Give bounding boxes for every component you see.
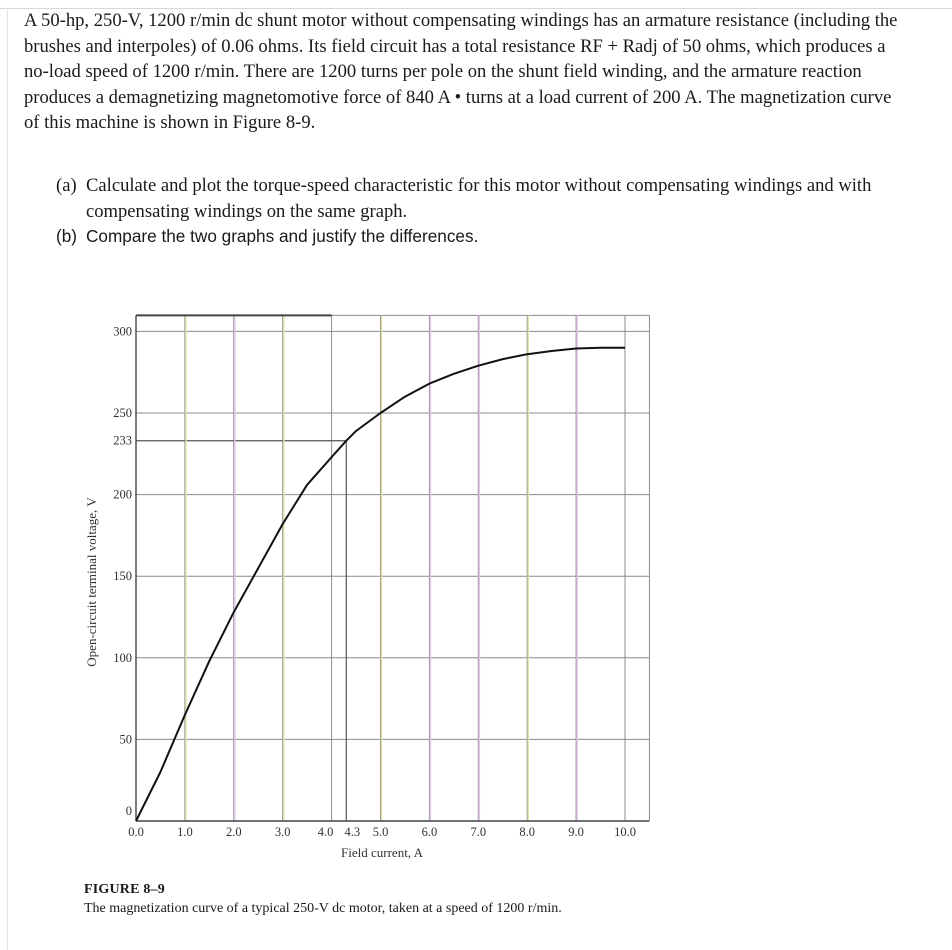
x-axis-label: Field current, A [341,845,423,860]
y-tick-label: 233 [113,433,132,448]
x-tick-label: 1.0 [177,825,193,839]
y-tick-label: 250 [113,406,132,420]
problem-statement: A 50-hp, 250-V, 1200 r/min dc shunt motor without compensating windings has an armature resistance (including the brushes and interpoles) of 0.06 ohms. Its field circuit has a total resistance RF + Radj of 50 ohms, which produces a no-load speed of 1200 r/min. There are 1200 turns per pole on the shunt field winding, and the armature reaction produces a demagnetizing magnetomotive force of 840 A • turns at a load current of 200 A. The magnetization curve of this machine is shown in Figure 8-9. [24,10,898,134]
x-tick-label: 3.0 [274,825,291,839]
chart-scan-artifacts [186,315,577,821]
chart-grid [136,315,649,821]
part-b-text: Compare the two graphs and justify the differences. [86,226,479,247]
x-tick-label: 8.0 [519,825,536,839]
y-axis-label: Open-circuit terminal voltage, V [84,497,99,667]
x-tick-label: 4.0 [317,825,334,839]
part-a-label: (a) [56,175,77,196]
part-b-label: (b) [56,226,78,247]
y-tick-label: 300 [113,324,132,339]
chart-frame [136,315,649,821]
y-tick-label: 200 [113,487,132,502]
x-tick-label: 5.0 [372,825,389,839]
x-tick-label: 9.0 [568,825,584,839]
figure-title: FIGURE 8–9 [84,882,165,897]
x-tick-label: 7.0 [470,825,487,839]
figure-caption-text: The magnetization curve of a typical 250-V dc motor, taken at a speed of 1200 r/min. [84,901,562,916]
x-tick-label: 6.0 [421,825,438,839]
x-tick-label: 4.3 [344,825,361,839]
x-tick-label: 10.0 [614,825,636,839]
part-a-text: Calculate and plot the torque-speed characteristic for this motor without compensating windings and with compensating windings on the same graph. [86,175,872,222]
x-tick-label: 0.0 [128,825,144,839]
y-tick-label: 50 [119,732,132,747]
y-tick-label: 0 [125,804,132,818]
y-tick-label: 100 [113,650,132,665]
x-tick-label: 2.0 [225,825,242,839]
y-tick-label: 150 [113,569,132,584]
y-tick-labels [113,324,132,818]
x-tick-labels [128,825,636,839]
figure-caption [84,880,562,918]
